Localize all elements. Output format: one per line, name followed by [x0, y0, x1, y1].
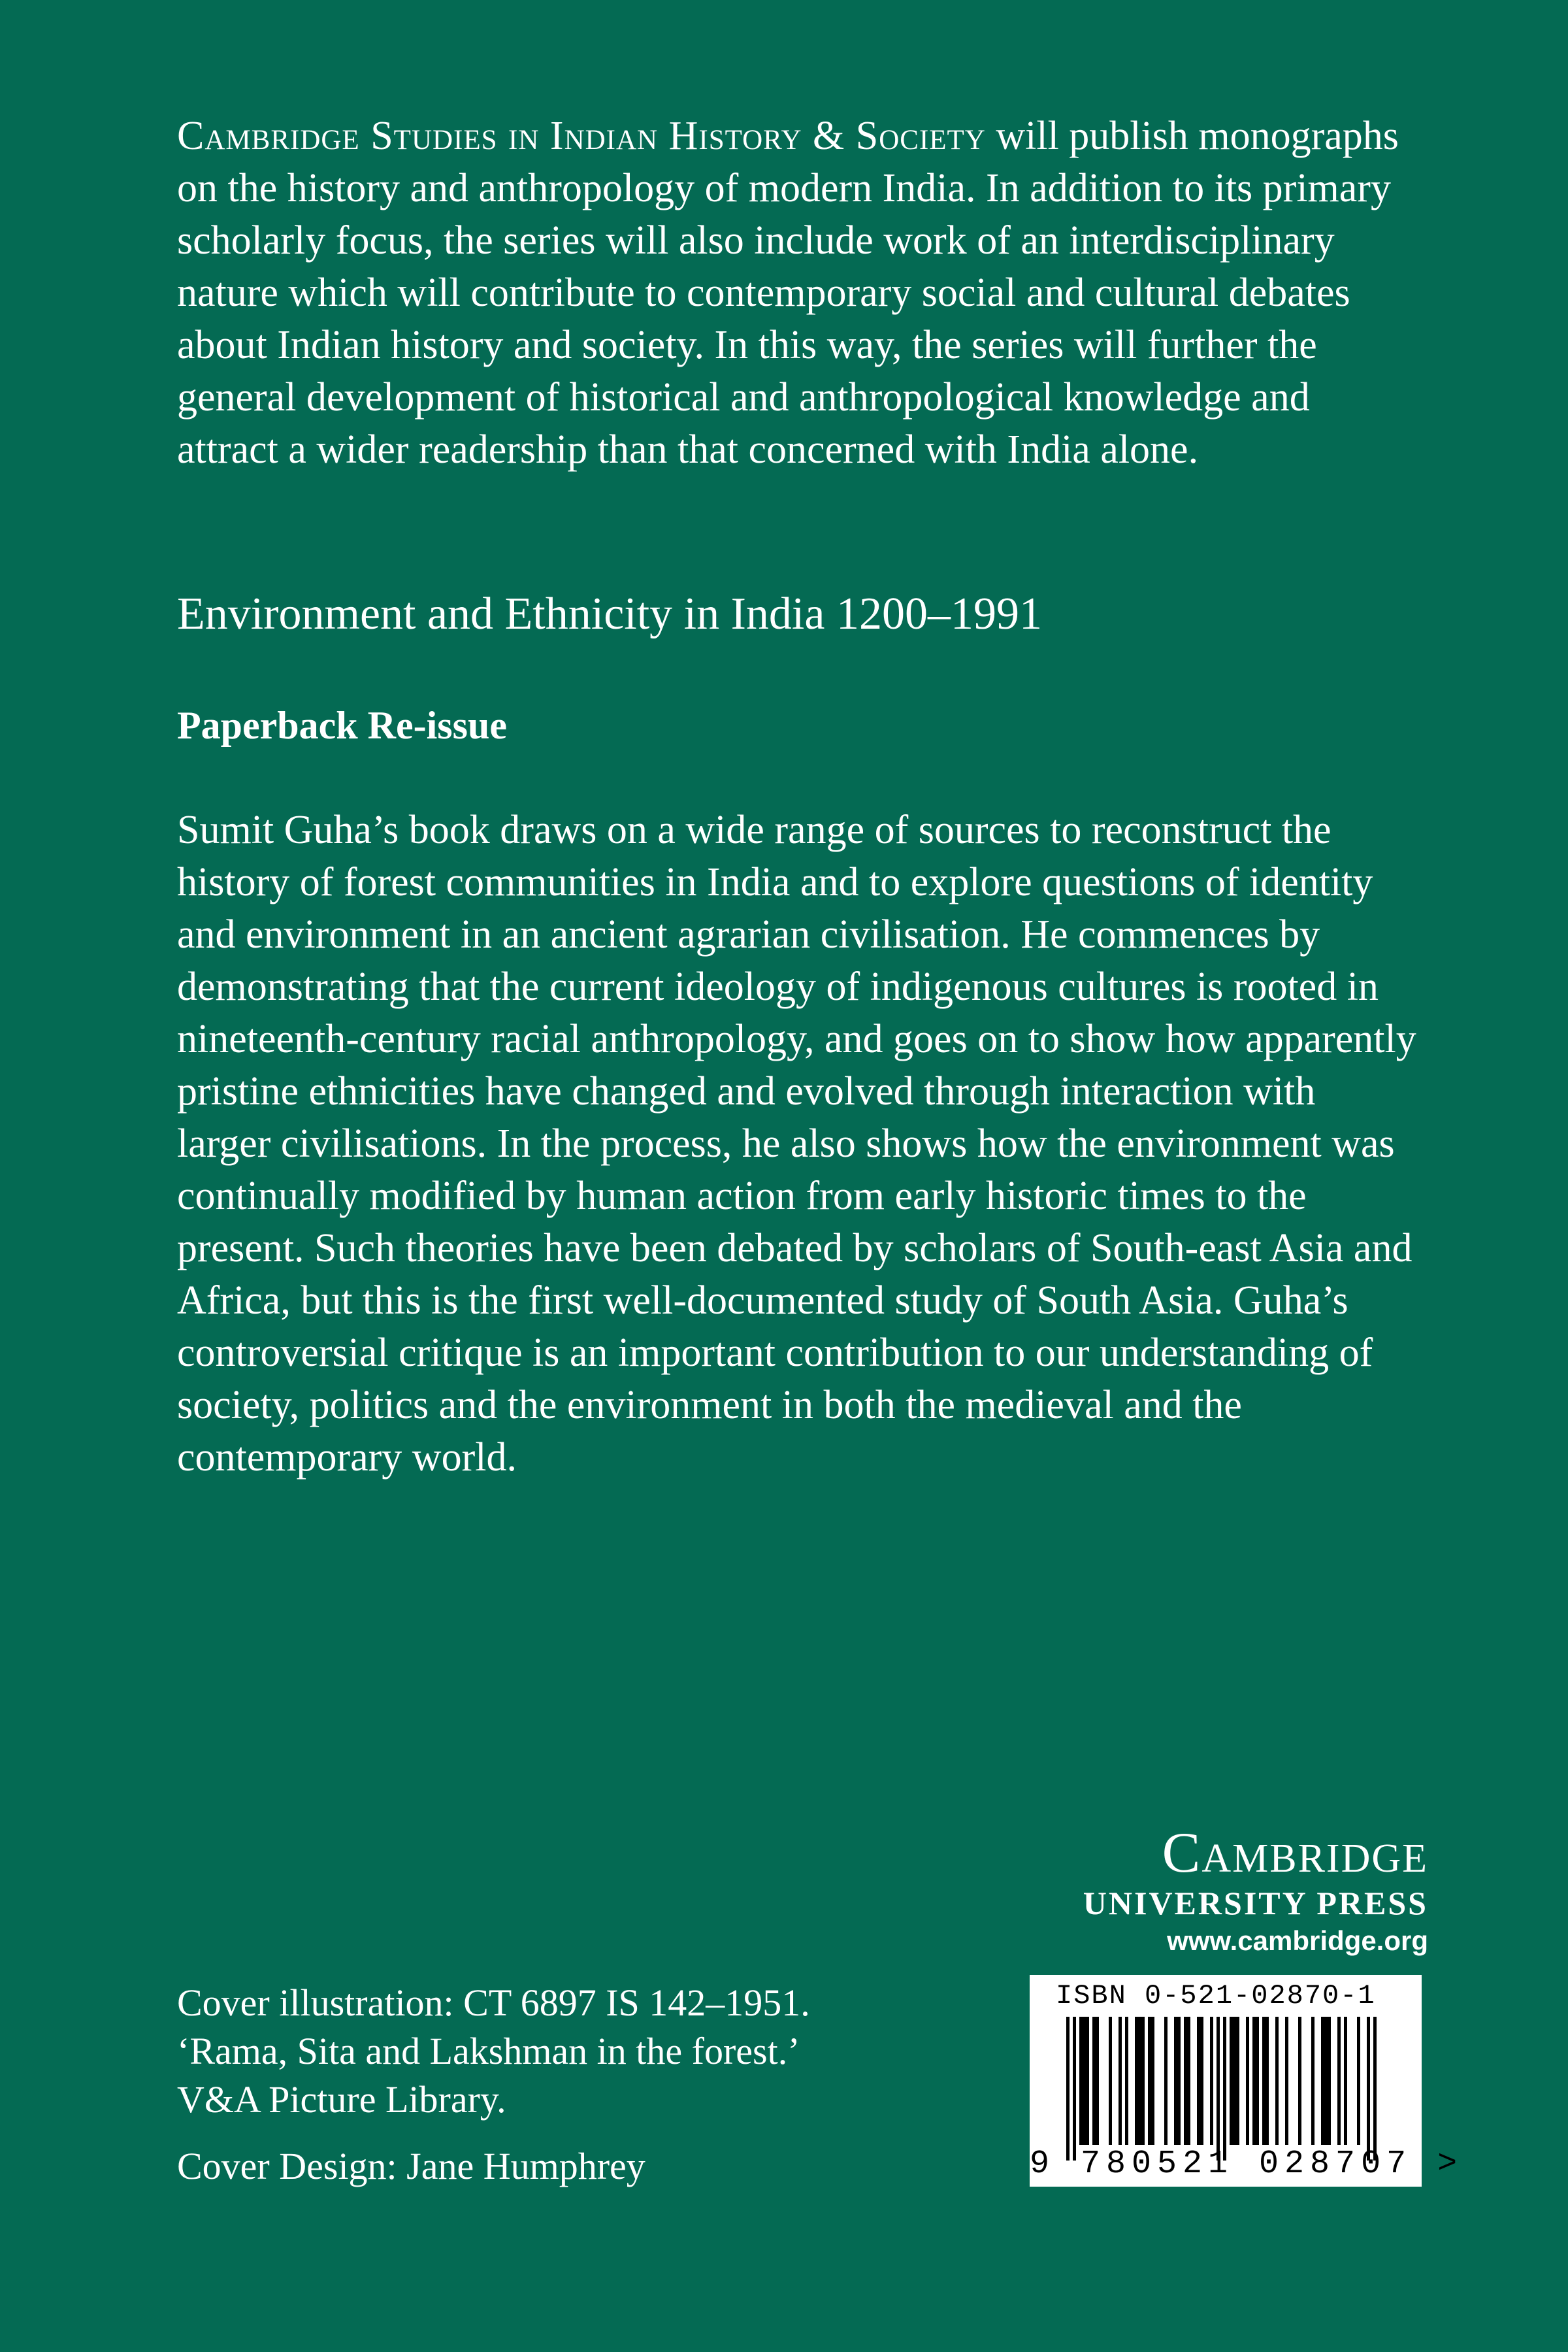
barcode-bar — [1298, 2017, 1301, 2145]
barcode-bar — [1200, 2017, 1203, 2145]
barcode-bar — [1083, 2017, 1086, 2145]
barcode-bar — [1187, 2017, 1190, 2145]
barcode-bar — [1337, 2017, 1341, 2145]
barcode-bar — [1233, 2017, 1236, 2145]
barcode-bar — [1177, 2017, 1181, 2145]
barcode-bar — [1096, 2017, 1099, 2145]
barcode-bar — [1066, 2017, 1070, 2161]
barcode-bar — [1119, 2017, 1122, 2145]
barcode-bar — [1164, 2017, 1168, 2145]
barcode-bar — [1266, 2017, 1269, 2145]
ean-digits: 9 780521 028707 > — [1030, 2145, 1463, 2183]
barcode-bar — [1138, 2017, 1141, 2145]
barcode-bar — [1223, 2017, 1226, 2161]
barcode-bar — [1252, 2017, 1256, 2145]
cover-credits — [177, 1979, 896, 2191]
barcode-bar — [1344, 2017, 1347, 2145]
barcode-bar — [1073, 2017, 1076, 2161]
barcode-bar — [1092, 2017, 1096, 2145]
barcode-bar — [1357, 2017, 1360, 2145]
barcode-bar — [1135, 2017, 1138, 2145]
barcode-bar — [1217, 2017, 1220, 2161]
isbn-label: ISBN 0-521-02870-1 — [1056, 1980, 1376, 2012]
publisher-name: Cambridge — [1162, 1821, 1428, 1885]
barcode-bar — [1321, 2017, 1324, 2145]
barcode-bar — [1086, 2017, 1089, 2145]
publisher-url: www.cambridge.org — [1167, 1925, 1428, 1956]
barcode-bar — [1324, 2017, 1328, 2145]
barcode-bar — [1311, 2017, 1315, 2145]
barcode-bar — [1174, 2017, 1177, 2145]
book-title: Environment and Ethnicity in India 1200–1991 — [177, 589, 1042, 639]
illustration-credit-line3: V&A Picture Library. — [177, 2078, 506, 2121]
isbn-barcode — [1030, 1975, 1463, 2187]
barcode-bar — [1141, 2017, 1145, 2145]
barcode-bar — [1285, 2017, 1288, 2145]
barcode-bar — [1125, 2017, 1128, 2145]
series-blurb — [177, 110, 1418, 476]
barcode-bar — [1079, 2017, 1083, 2145]
barcode-bar — [1151, 2017, 1154, 2145]
book-description: Sumit Guha’s book draws on a wide range of sources to reconstruct the history of forest communities in India and to explore questions of identity and environment in an ancient agrarian civilisation. He commences by demonstrating that the current ideology of indigenous cultures is rooted in nineteenth-century racial anthropology, and goes on to show how apparently pristine ethnicities have changed and evolved through interaction with larger civilisations. In the process, he also shows how the environment was continually modified by human action from early historic times to the present. Such theories have been debated by scholars of South-east Asia and Africa, but this is the first well-documented study of South Asia. Guha’s controversial critique is an important contribution to our understanding of society, politics and the environment in both the medieval and the contemporary world. — [177, 808, 1416, 1480]
barcode-bar — [1230, 2017, 1233, 2145]
barcode-bar — [1236, 2017, 1239, 2145]
barcode-bar — [1210, 2017, 1213, 2145]
barcode-bar — [1262, 2017, 1266, 2145]
series-name: Cambridge Studies in Indian History & Society — [177, 114, 986, 158]
barcode-bar — [1256, 2017, 1259, 2145]
series-text: will publish monographs on the history and anthropology of modern India. In addition to its primary scholarly focus, the series will also include work of an interdisciplinary nature which will contribute to contemporary social and cultural debates about Indian history and society. In this way, the series will further the general development of historical and anthropological knowledge and attract a wider readership than that concerned with India alone. — [177, 114, 1399, 472]
publisher-logo — [1030, 1823, 1428, 1959]
barcode-bar — [1197, 2017, 1200, 2145]
illustration-credit-line2: ‘Rama, Sita and Lakshman in the forest.’ — [177, 2030, 800, 2072]
barcode-bar — [1328, 2017, 1331, 2145]
barcode-bar — [1246, 2017, 1249, 2145]
barcode-bar — [1373, 2017, 1377, 2161]
barcode-bar — [1367, 2017, 1370, 2161]
barcode-bar — [1184, 2017, 1187, 2145]
barcode-bar — [1148, 2017, 1151, 2145]
illustration-credit-line1: Cover illustration: CT 6897 IS 142–1951. — [177, 1981, 810, 2024]
edition-label: Paperback Re-issue — [177, 704, 507, 747]
barcode-bar — [1275, 2017, 1279, 2145]
design-credit: Cover Design: Jane Humphrey — [177, 2145, 645, 2187]
publisher-subtitle: UNIVERSITY PRESS — [1083, 1885, 1428, 1921]
barcode-bar — [1109, 2017, 1112, 2145]
